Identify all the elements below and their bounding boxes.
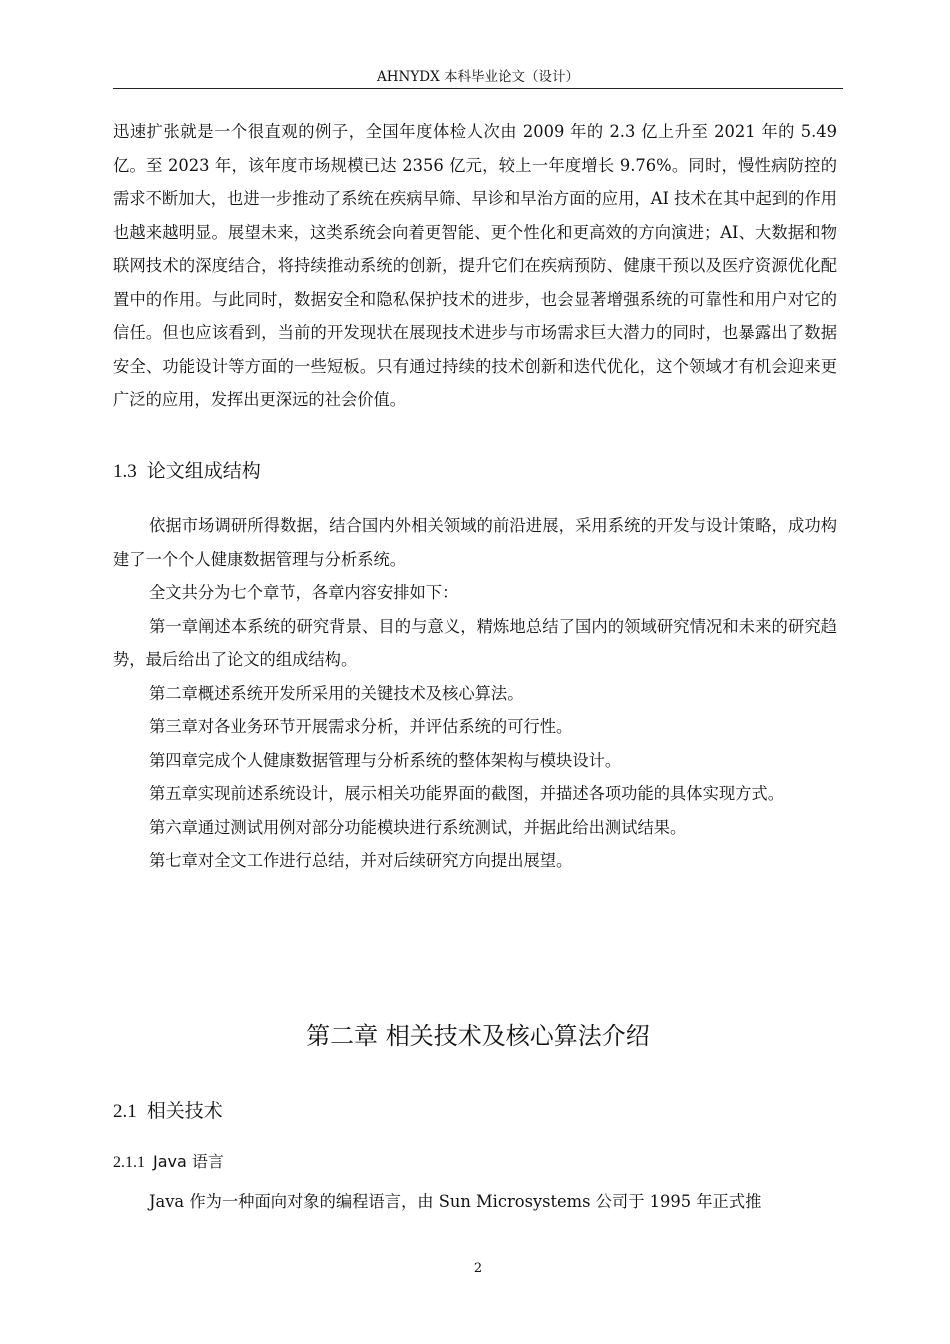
section-title: 论文组成结构 (146, 460, 261, 482)
body-paragraph: 第六章通过测试用例对部分功能模块进行系统测试，并据此给出测试结果。 (149, 817, 687, 837)
section-heading-2-1 (113, 1098, 223, 1125)
body-paragraph: Java 作为一种面向对象的编程语言，由 Sun Microsystems 公司于 1995 年正式推 (149, 1192, 762, 1211)
body-paragraph: 第四章完成个人健康数据管理与分析系统的整体架构与模块设计。 (149, 750, 622, 770)
section-2-1-1-body (113, 1185, 837, 1219)
body-paragraph: 第三章对各业务环节开展需求分析，并评估系统的可行性。 (149, 717, 573, 736)
section-number: 2.1 (113, 1101, 137, 1122)
body-paragraph: 第一章阐述本系统的研究背景、目的与意义，精炼地总结了国内的领域研究情况和未来的研究趋势，最后给出了论文的组成结构。 (113, 616, 837, 669)
section-title: 相关技术 (146, 1100, 223, 1122)
body-paragraph: 第二章概述系统开发所采用的关键技术及核心算法。 (149, 683, 524, 703)
section-1-3-body (113, 509, 837, 878)
chapter-title: 第二章 相关技术及核心算法介绍 (306, 1022, 650, 1050)
page-number: 2 (473, 1261, 483, 1276)
header-rule (113, 88, 843, 89)
intro-block (113, 115, 837, 417)
subsection-number: 2.1.1 (113, 1154, 145, 1171)
body-paragraph: 依据市场调研所得数据，结合国内外相关领域的前沿进展，采用系统的开发与设计策略，成功构建了一个个人健康数据管理与分析系统。 (113, 516, 837, 569)
running-header: AHNYDX 本科毕业论文（设计） (377, 69, 579, 85)
body-paragraph: 第五章实现前述系统设计，展示相关功能界面的截图，并描述各项功能的具体实现方式。 (149, 784, 784, 803)
subsection-title: Java 语言 (153, 1152, 224, 1171)
body-paragraph: 迅速扩张就是一个很直观的例子，全国年度体检人次由 2009 年的 2.3 亿上升至 2021 年的 5.49 亿。至 2023 年，该年度市场规模已达 2356 亿元，较上一年度增长 9.76%。同时，慢性病防控的需求不断加大，也进一步推动了系统在疾病早筛、早诊和早治方面的应用，AI 技术在其中起到的作用也越来越明显。展望未来，这类系统会向着更智能、更个性化和更高效的方向演进；AI、大数据和物联网技术的深度结合，将持续推动系统的创新，提升它们在疾病预防、健康干预以及医疗资源优化配置中的作用。与此同时，数据安全和隐私保护技术的进步，也会显著增强系统的可靠性和用户对它的信任。但也应该看到，当前的开发现状在展现技术进步与市场需求巨大潜力的同时，也暴露出了数据安全、功能设计等方面的一些短板。只有通过持续的技术创新和迭代优化，这个领域才有机会迎来更广泛的应用，发挥出更深远的社会价值。 (113, 122, 837, 409)
body-paragraph: 全文共分为七个章节，各章内容安排如下： (149, 583, 459, 602)
section-heading-1-3 (113, 458, 261, 485)
body-paragraph: 第七章对全文工作进行总结，并对后续研究方向提出展望。 (149, 851, 573, 870)
subsection-heading-2-1-1 (113, 1150, 224, 1175)
section-number: 1.3 (113, 461, 137, 482)
